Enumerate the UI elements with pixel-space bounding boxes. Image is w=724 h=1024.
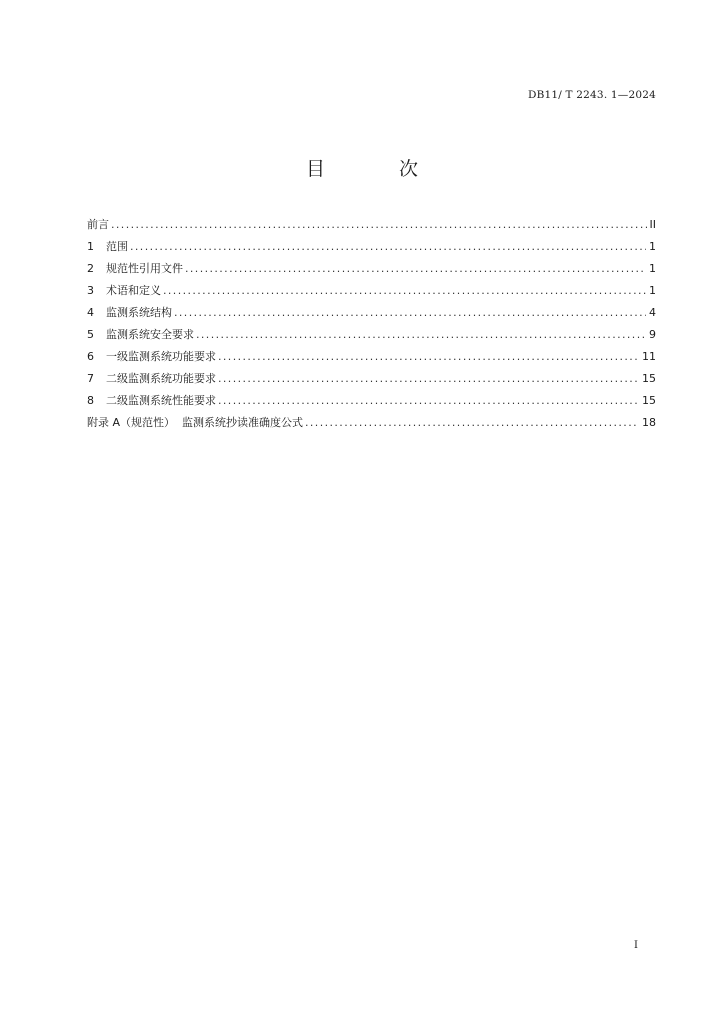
toc-leader-dots (218, 346, 639, 368)
toc-entry-level2-performance[interactable] (87, 390, 656, 412)
toc-leader-dots (174, 302, 646, 324)
toc-entry-number: 2 (87, 262, 94, 275)
toc-leader-dots (305, 412, 639, 434)
table-of-contents (87, 214, 656, 434)
toc-leader-dots (185, 258, 646, 280)
document-code: DB11/ T 2243. 1—2024 (527, 89, 656, 101)
toc-entry-page: 9 (649, 328, 656, 341)
toc-entry-label: 规范性引用文件 (106, 262, 183, 275)
toc-entry-page: 15 (642, 372, 656, 385)
toc-entry-annex-a[interactable] (87, 412, 656, 434)
toc-entry-preface[interactable] (87, 214, 656, 236)
toc-entry-number: 1 (87, 240, 94, 253)
toc-entry-page: 1 (649, 262, 656, 275)
toc-entry-level1-function[interactable] (87, 346, 656, 368)
toc-entry-number: 4 (87, 306, 94, 319)
toc-entry-page: 4 (649, 306, 656, 319)
toc-entry-terms-definitions[interactable] (87, 280, 656, 302)
toc-entry-number: 6 (87, 350, 94, 363)
toc-entry-page: 1 (649, 284, 656, 297)
toc-leader-dots (163, 280, 646, 302)
toc-entry-page: 15 (642, 394, 656, 407)
toc-entry-page: 18 (642, 416, 656, 429)
page-title: 目 次 (305, 158, 453, 180)
toc-entry-page: 1 (649, 240, 656, 253)
toc-leader-dots (218, 368, 639, 390)
toc-entry-scope[interactable] (87, 236, 656, 258)
toc-entry-label: 附录 A（规范性） 监测系统抄读准确度公式 (87, 416, 304, 429)
toc-entry-label: 监测系统安全要求 (106, 328, 194, 341)
toc-entry-page: II (649, 218, 656, 231)
toc-entry-number: 3 (87, 284, 94, 297)
toc-leader-dots (130, 236, 646, 258)
toc-entry-normative-references[interactable] (87, 258, 656, 280)
toc-leader-dots (196, 324, 646, 346)
toc-entry-label: 二级监测系统性能要求 (106, 394, 216, 407)
toc-entry-label: 范围 (106, 240, 128, 253)
toc-entry-number: 5 (87, 328, 94, 341)
toc-leader-dots (111, 214, 647, 236)
toc-entry-label: 监测系统结构 (106, 306, 172, 319)
toc-entry-number: 7 (87, 372, 94, 385)
toc-entry-label: 二级监测系统功能要求 (106, 372, 216, 385)
toc-leader-dots (218, 390, 639, 412)
toc-entry-system-structure[interactable] (87, 302, 656, 324)
toc-entry-page: 11 (642, 350, 656, 363)
toc-entry-label: 前言 (87, 218, 109, 231)
toc-entry-level2-function[interactable] (87, 368, 656, 390)
toc-entry-label: 术语和定义 (106, 284, 161, 297)
page-number: I (634, 940, 638, 951)
toc-entry-label: 一级监测系统功能要求 (106, 350, 216, 363)
toc-entry-number: 8 (87, 394, 94, 407)
toc-entry-security-requirements[interactable] (87, 324, 656, 346)
